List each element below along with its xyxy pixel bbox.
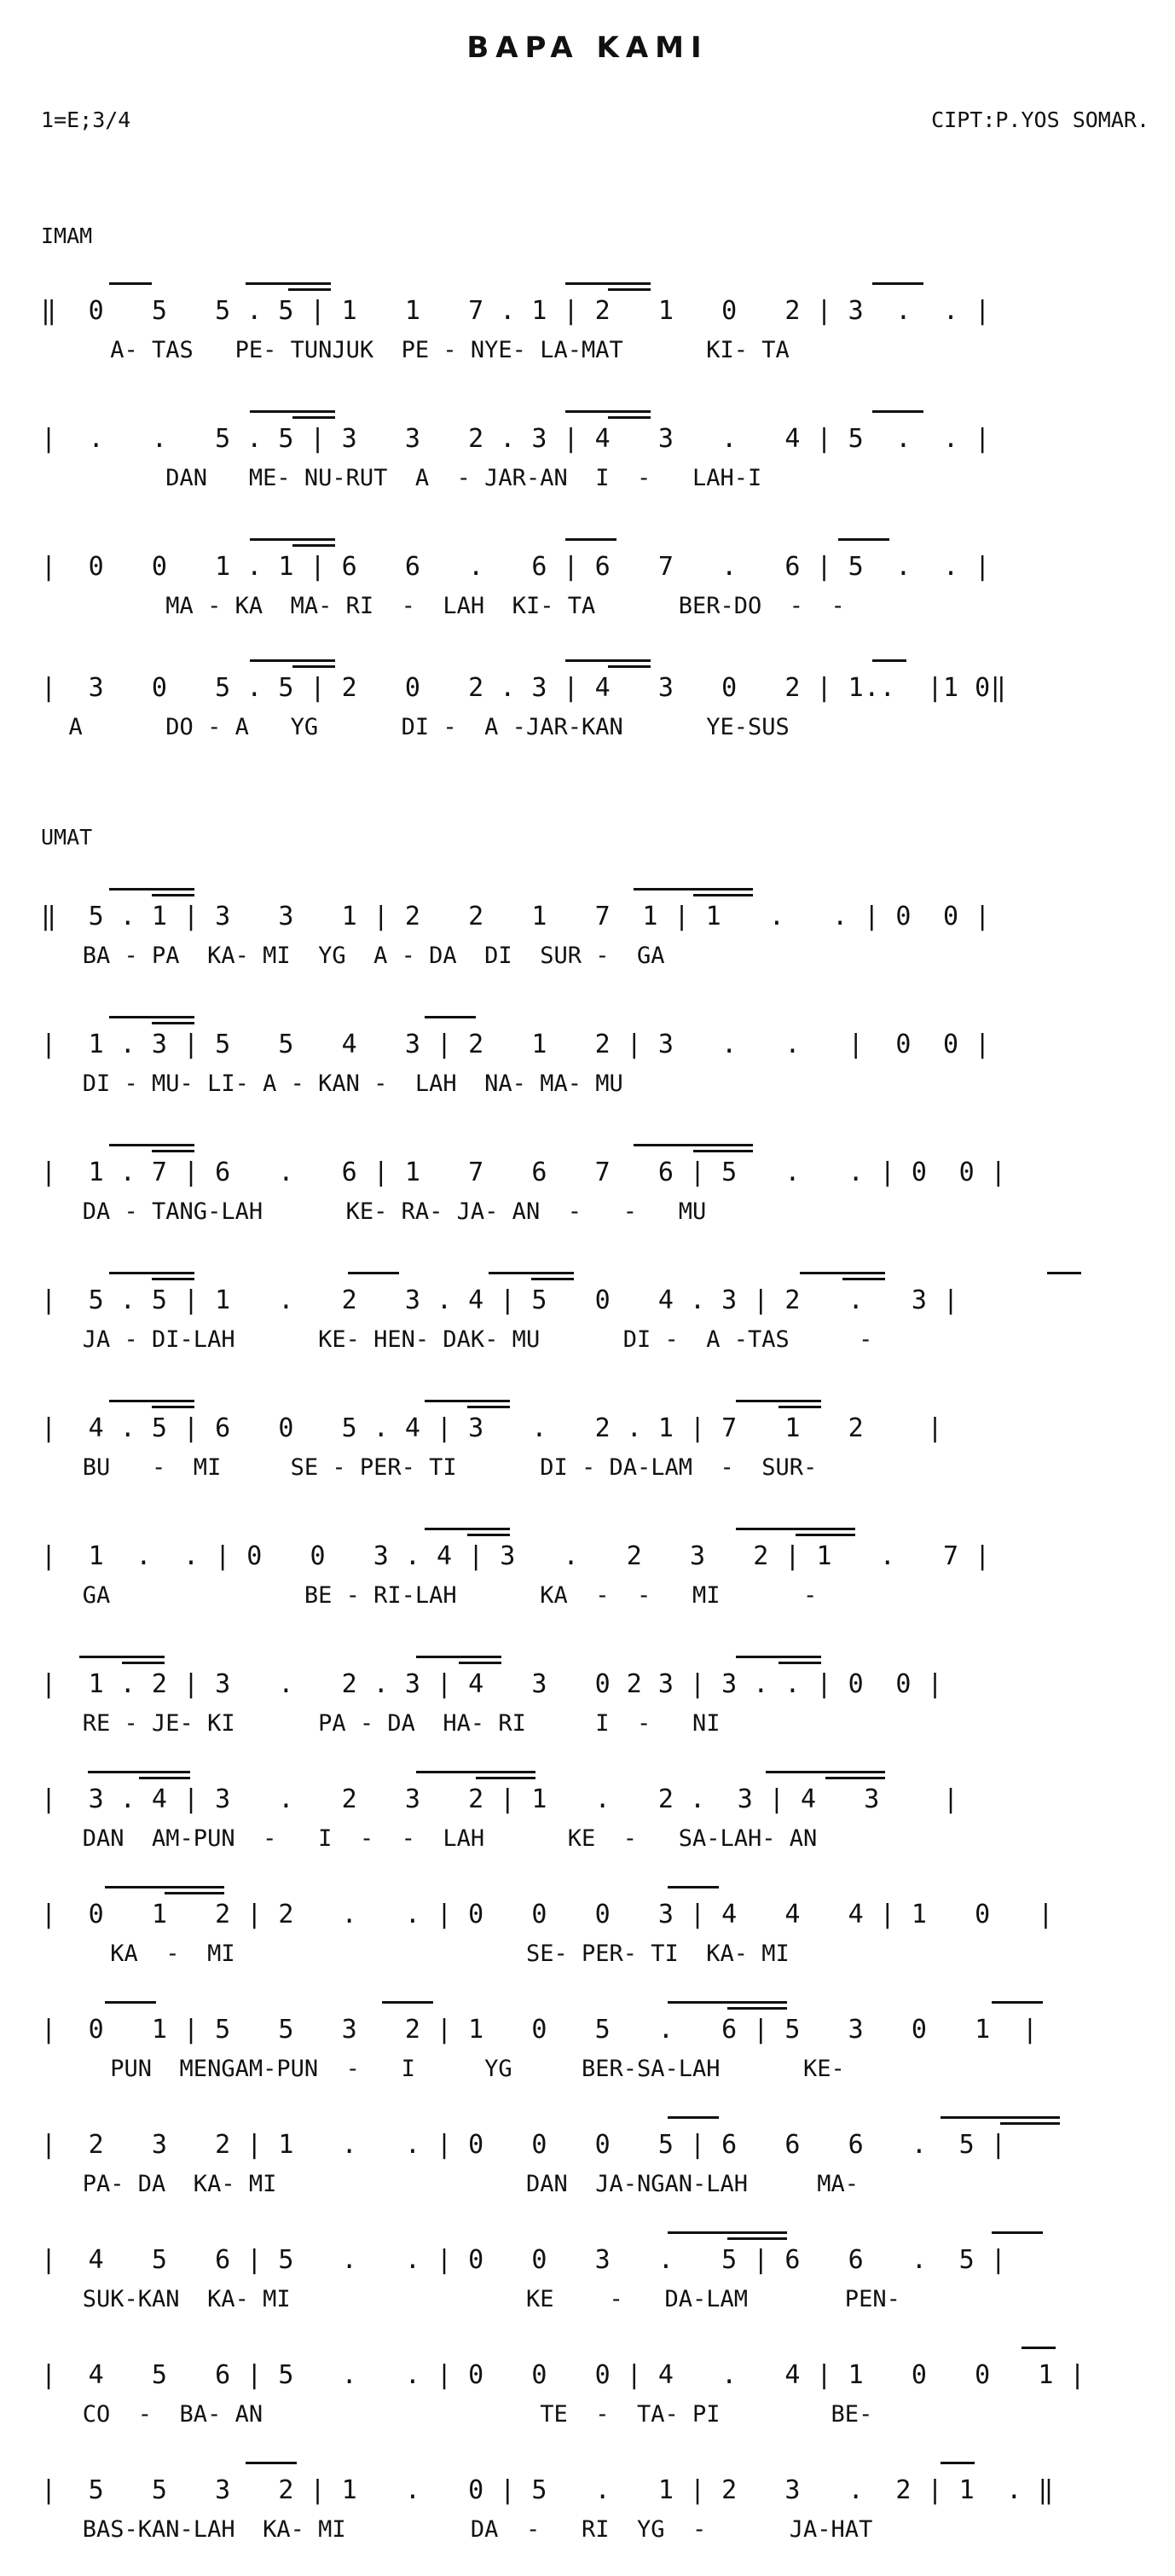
notation-row: | 1 . 2 | 3 . 2 . 3 | 4 3 0 2 3 | 3 . . | 0 0 |: [41, 1669, 944, 1699]
score-line: [41, 671, 1149, 774]
lyrics-row: JA - DI-LAH KE- HEN- DAK- MU DI - A -TAS -: [41, 1326, 873, 1353]
notation-row: | 2 3 2 | 1 . . | 0 0 0 5 | 6 6 6 . 5 |: [41, 2130, 1007, 2160]
notation-row: | 5 5 3 2 | 1 . 0 | 5 . 1 | 2 3 . 2 | 1 . ‖: [41, 2475, 1054, 2505]
lyrics-row: BA - PA KA- MI YG A - DA DI SUR - GA: [41, 943, 665, 969]
score-line: [41, 422, 1149, 525]
lyrics-row: DAN AM-PUN - I - - LAH KE - SA-LAH- AN: [41, 1825, 818, 1852]
song-title: BAPA KAMI: [466, 31, 709, 65]
composer-credit: CIPT:P.YOS SOMAR.: [931, 107, 1149, 132]
lyrics-row: SUK-KAN KA- MI KE - DA-LAM PEN-: [41, 2286, 900, 2312]
score-line: [41, 2013, 1149, 2115]
score-line: [41, 1783, 1149, 1885]
score-line: [41, 1156, 1149, 1258]
lyrics-row: A DO - A YG DI - A -JAR-KAN YE-SUS: [41, 714, 790, 740]
score-line: [41, 2358, 1149, 2461]
score-line: [41, 1540, 1149, 1642]
notation-row: | 0 0 1 . 1 | 6 6 . 6 | 6 7 . 6 | 5 . . |: [41, 552, 991, 582]
score-line: [41, 900, 1149, 1002]
lyrics-row: PUN MENGAM-PUN - I YG BER-SA-LAH KE-: [41, 2056, 845, 2082]
notation-row: | 3 . 4 | 3 . 2 3 2 | 1 . 2 . 3 | 4 3 |: [41, 1784, 959, 1814]
lyrics-row: KA - MI SE- PER- TI KA- MI: [41, 1941, 790, 1967]
key-and-meter: 1=E;3/4: [41, 107, 131, 132]
section-label-imam: IMAM: [41, 223, 93, 248]
notation-row: | . . 5 . 5 | 3 3 2 . 3 | 4 3 . 4 | 5 . . |: [41, 424, 991, 454]
notation-row: ‖ 0 5 5 . 5 | 1 1 7 . 1 | 2 1 0 2 | 3 . . |: [41, 296, 991, 326]
lyrics-row: DI - MU- LI- A - KAN - LAH NA- MA- MU: [41, 1070, 623, 1097]
score-line: [41, 1668, 1149, 1770]
notation-row: | 1 . 3 | 5 5 4 3 | 2 1 2 | 3 . . | 0 0 |: [41, 1030, 991, 1059]
score-line: [41, 1898, 1149, 2000]
notation-row: | 4 . 5 | 6 0 5 . 4 | 3 . 2 . 1 | 7 1 2 |: [41, 1413, 944, 1443]
lyrics-row: RE - JE- KI PA - DA HA- RI I - NI: [41, 1710, 721, 1737]
score-line: [41, 2474, 1149, 2576]
score-line: [41, 2128, 1149, 2231]
notation-row: | 4 5 6 | 5 . . | 0 0 0 | 4 . 4 | 1 0 0 1 |: [41, 2360, 1086, 2390]
score-line: [41, 1284, 1149, 1386]
lyrics-row: CO - BA- AN TE - TA- PI BE-: [41, 2401, 873, 2428]
section-label-umat: UMAT: [41, 825, 93, 850]
lyrics-row: GA BE - RI-LAH KA - - MI -: [41, 1582, 818, 1609]
notation-row: | 4 5 6 | 5 . . | 0 0 3 . 5 | 6 6 . 5 |: [41, 2245, 1007, 2275]
score-line: [41, 2243, 1149, 2346]
lyrics-row: MA - KA MA- RI - LAH KI- TA BER-DO - -: [41, 593, 845, 619]
notation-row: | 0 1 2 | 2 . . | 0 0 0 3 | 4 4 4 | 1 0 |: [41, 1900, 1054, 1929]
notation-row: ‖ 5 . 1 | 3 3 1 | 2 2 1 7 1 | 1 . . | 0 0 |: [41, 902, 991, 931]
notation-row: | 0 1 | 5 5 3 2 | 1 0 5 . 6 | 5 3 0 1 |: [41, 2015, 1039, 2045]
lyrics-row: BAS-KAN-LAH KA- MI DA - RI YG - JA-HAT: [41, 2516, 873, 2543]
notation-row: | 3 0 5 . 5 | 2 0 2 . 3 | 4 3 0 2 | 1.. |1 0‖: [41, 673, 1007, 703]
score-line: [41, 550, 1149, 653]
score-line: [41, 1028, 1149, 1130]
notation-row: | 1 . 7 | 6 . 6 | 1 7 6 7 6 | 5 . . | 0 0 |: [41, 1157, 1007, 1187]
score-line: [41, 1412, 1149, 1514]
lyrics-row: A- TAS PE- TUNJUK PE - NYE- LA-MAT KI- TA: [41, 337, 790, 363]
lyrics-row: PA- DA KA- MI DAN JA-NGAN-LAH MA-: [41, 2171, 860, 2197]
notation-row: | 1 . . | 0 0 3 . 4 | 3 . 2 3 2 | 1 . 7 |: [41, 1541, 991, 1571]
notation-row: | 5 . 5 | 1 . 2 3 . 4 | 5 0 4 . 3 | 2 . 3 |: [41, 1285, 959, 1315]
score-line: [41, 294, 1149, 397]
lyrics-row: DA - TANG-LAH KE- RA- JA- AN - - MU: [41, 1198, 707, 1225]
lyrics-row: DAN ME- NU-RUT A - JAR-AN I - LAH-I: [41, 465, 762, 491]
lyrics-row: BU - MI SE - PER- TI DI - DA-LAM - SUR-: [41, 1454, 818, 1481]
